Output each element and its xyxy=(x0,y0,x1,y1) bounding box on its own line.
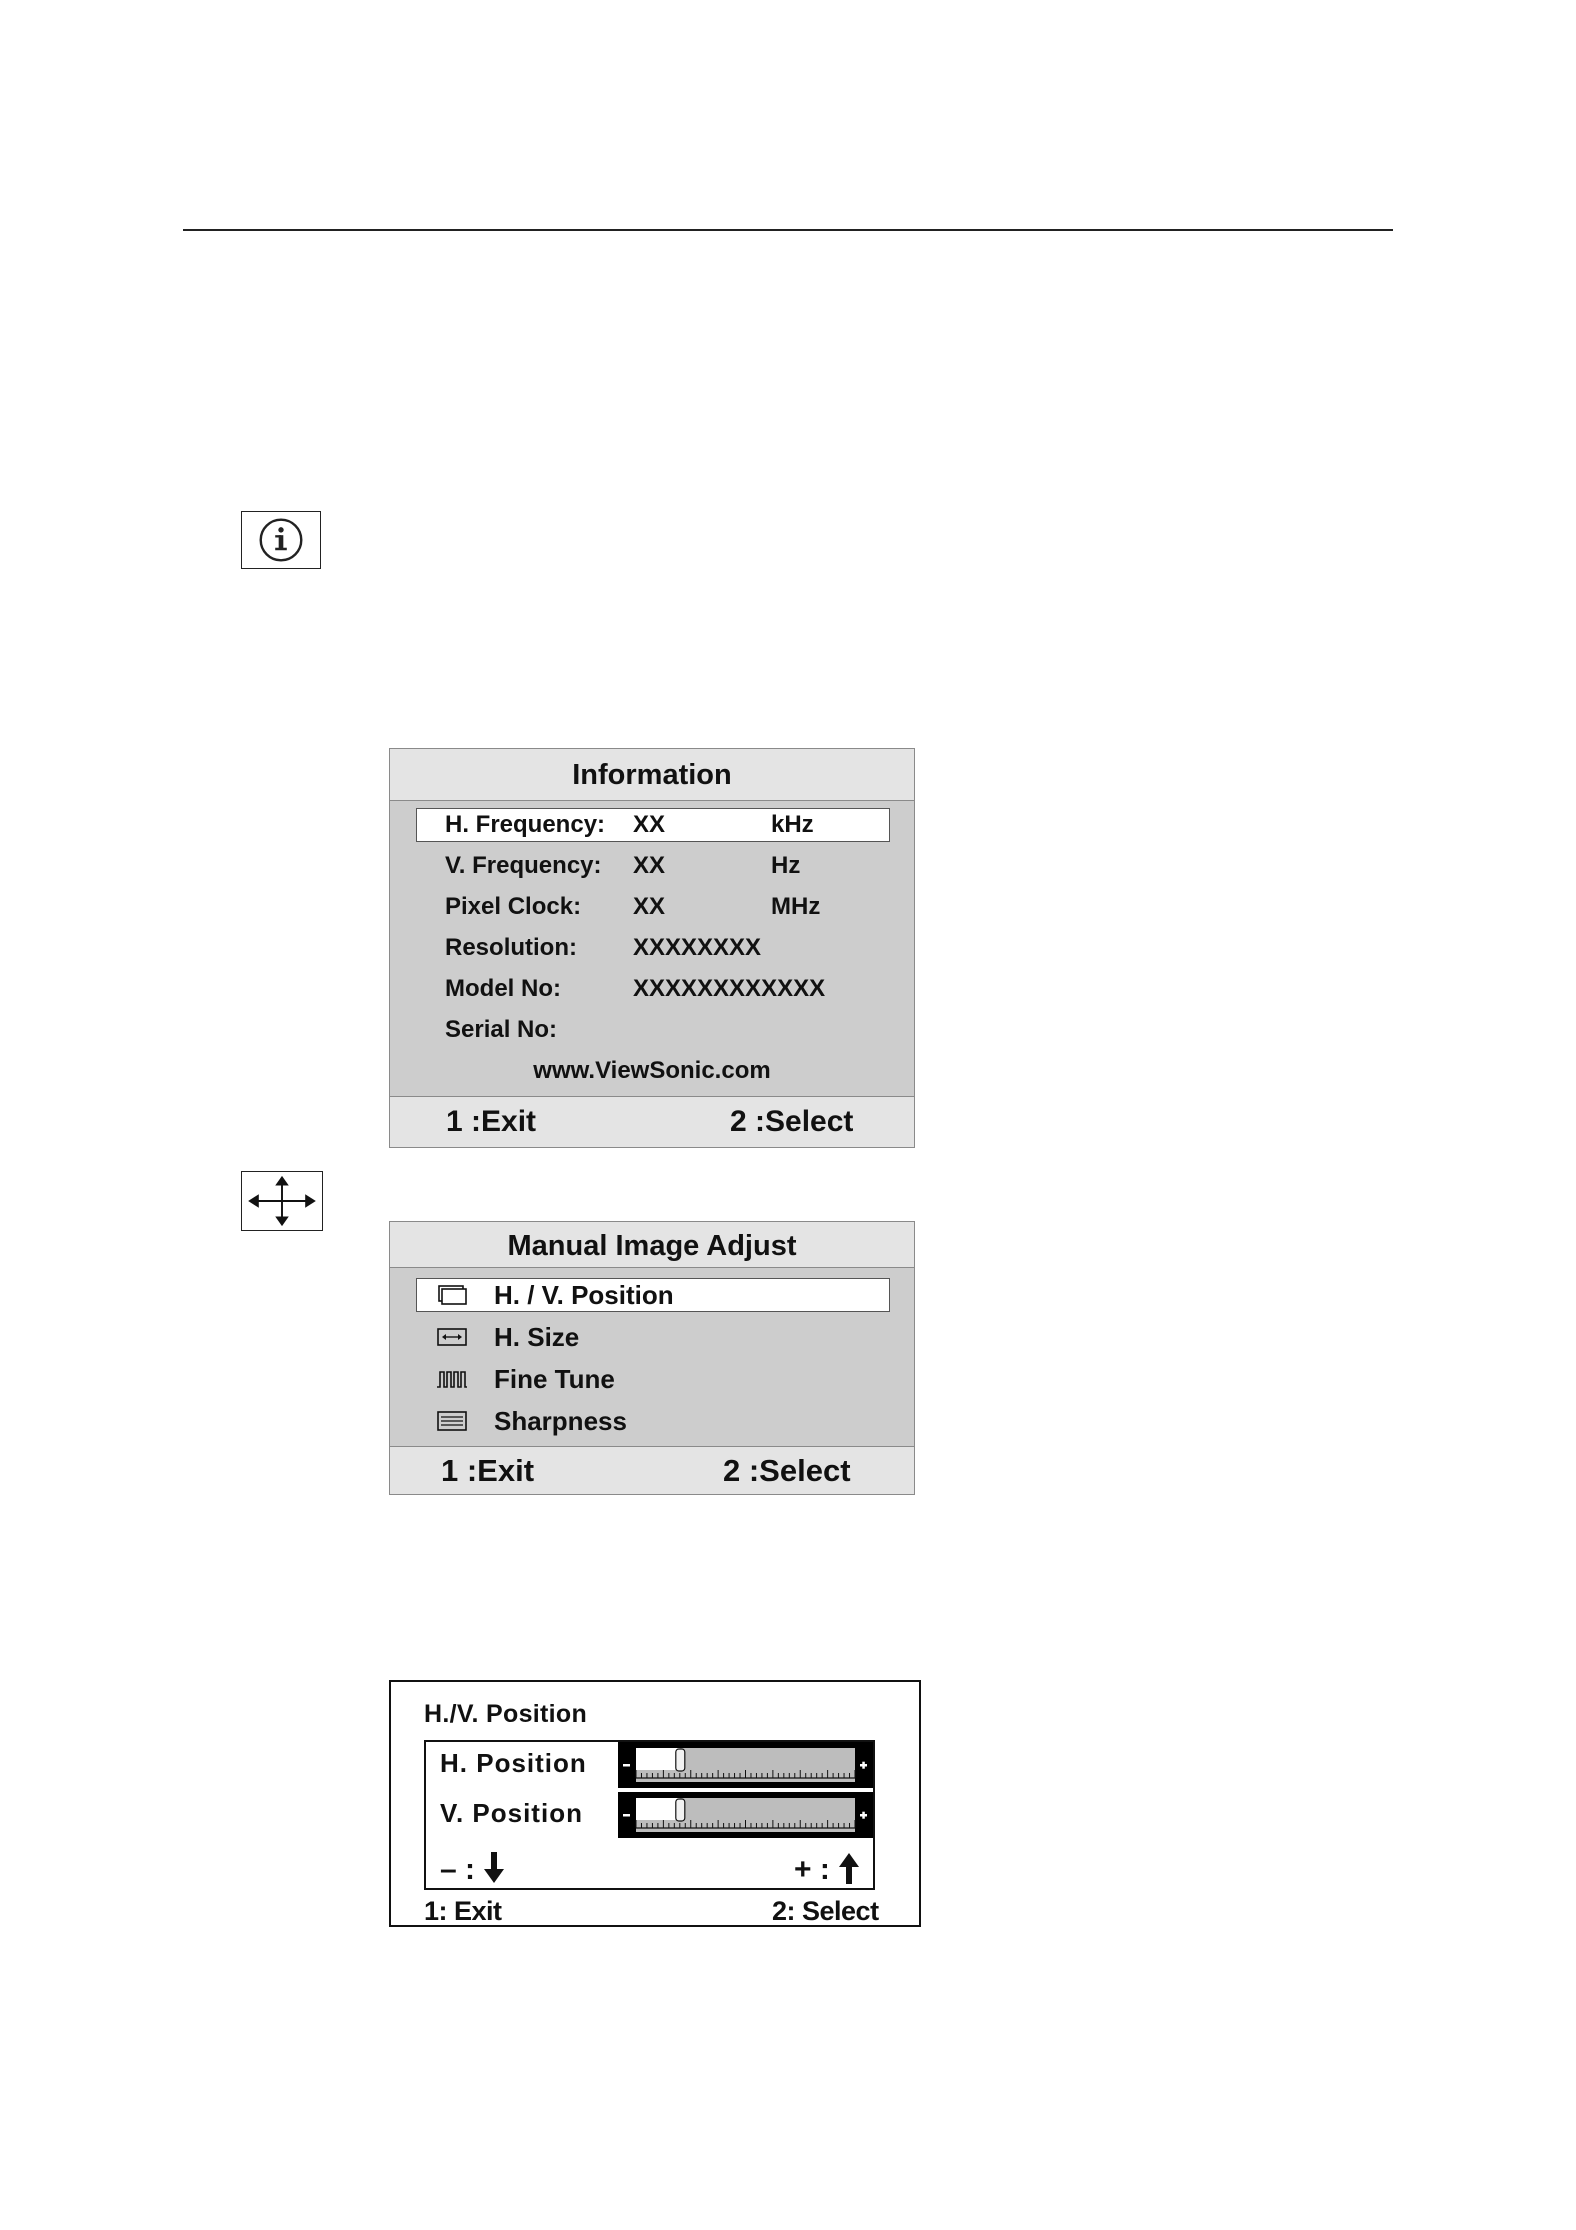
info-icon xyxy=(241,511,321,569)
up-arrow-icon xyxy=(838,1852,860,1884)
info-label: H. Frequency: xyxy=(445,811,606,838)
select-key-label: 2 :Select xyxy=(723,1452,851,1488)
info-row-h-frequency[interactable] xyxy=(390,808,914,842)
menu-item-hv-position[interactable] xyxy=(390,1278,914,1312)
info-label: Serial No: xyxy=(445,1016,558,1043)
menu-item-label: Fine Tune xyxy=(494,1364,615,1394)
info-label: Resolution: xyxy=(445,934,577,961)
info-row-pixel-clock xyxy=(390,890,914,924)
hv-position-panel xyxy=(389,1680,921,1927)
info-unit: MHz xyxy=(771,893,821,920)
info-row-model-no xyxy=(390,972,914,1006)
manual-image-adjust-footer xyxy=(390,1446,914,1494)
four-way-arrow-icon xyxy=(241,1171,323,1231)
h-size-icon xyxy=(436,1326,468,1348)
plus-glyph xyxy=(862,1812,865,1819)
info-value: XX xyxy=(633,811,666,838)
down-arrow-icon xyxy=(483,1852,505,1884)
minus-glyph xyxy=(623,1814,630,1817)
info-value: XX xyxy=(633,893,666,920)
menu-item-fine-tune[interactable] xyxy=(390,1362,914,1396)
menu-item-sharpness[interactable] xyxy=(390,1404,914,1438)
position-icon xyxy=(436,1284,468,1306)
v-position-slider[interactable] xyxy=(618,1792,873,1838)
information-title: Information xyxy=(390,749,914,801)
v-position-label: V. Position xyxy=(440,1798,583,1828)
info-row-v-frequency xyxy=(390,849,914,883)
menu-item-label: H. / V. Position xyxy=(494,1280,674,1310)
exit-key-label: 1 :Exit xyxy=(446,1105,537,1138)
h-position-label: H. Position xyxy=(440,1748,587,1778)
select-key-label: 2: Select xyxy=(772,1896,879,1926)
increase-key-label: + : xyxy=(794,1853,830,1886)
info-value: XX xyxy=(633,852,666,879)
select-key-label: 2 :Select xyxy=(730,1105,854,1138)
info-value: XXXXXXXX xyxy=(633,934,762,961)
manual-image-adjust-panel xyxy=(389,1221,915,1495)
hv-position-title: H./V. Position xyxy=(424,1700,588,1728)
information-footer xyxy=(390,1096,914,1147)
increase-key xyxy=(794,1852,860,1887)
info-unit: Hz xyxy=(771,852,801,879)
slider-fill xyxy=(636,1748,680,1770)
slider-graphic xyxy=(618,1742,873,1788)
menu-item-label: H. Size xyxy=(494,1322,580,1352)
hv-position-controls xyxy=(424,1740,875,1890)
info-label: Pixel Clock: xyxy=(445,893,582,920)
decrease-key-label: – : xyxy=(440,1853,476,1886)
info-row-serial-no xyxy=(390,1013,914,1047)
slider-handle xyxy=(676,1799,685,1821)
slider-graphic xyxy=(618,1792,873,1838)
info-unit: kHz xyxy=(771,811,814,838)
website-url: www.ViewSonic.com xyxy=(533,1057,771,1084)
manual-image-adjust-title: Manual Image Adjust xyxy=(390,1222,914,1268)
info-label: Model No: xyxy=(445,975,561,1002)
exit-key-label: 1: Exit xyxy=(424,1896,502,1926)
decrease-key xyxy=(440,1852,505,1887)
h-position-slider[interactable] xyxy=(618,1742,873,1788)
info-value: XXXXXXXXXXXX xyxy=(633,975,826,1002)
fine-tune-icon xyxy=(436,1368,468,1390)
plus-glyph xyxy=(862,1762,865,1769)
menu-item-label: Sharpness xyxy=(494,1406,627,1436)
header-rule xyxy=(183,229,1393,231)
slider-handle xyxy=(676,1749,685,1771)
minus-glyph xyxy=(623,1764,630,1767)
info-label: V. Frequency: xyxy=(445,852,602,879)
information-panel xyxy=(389,748,915,1148)
sharpness-icon xyxy=(436,1410,468,1432)
exit-key-label: 1 :Exit xyxy=(441,1452,535,1488)
info-row-resolution xyxy=(390,931,914,965)
menu-item-h-size[interactable] xyxy=(390,1320,914,1354)
slider-fill xyxy=(636,1798,680,1820)
